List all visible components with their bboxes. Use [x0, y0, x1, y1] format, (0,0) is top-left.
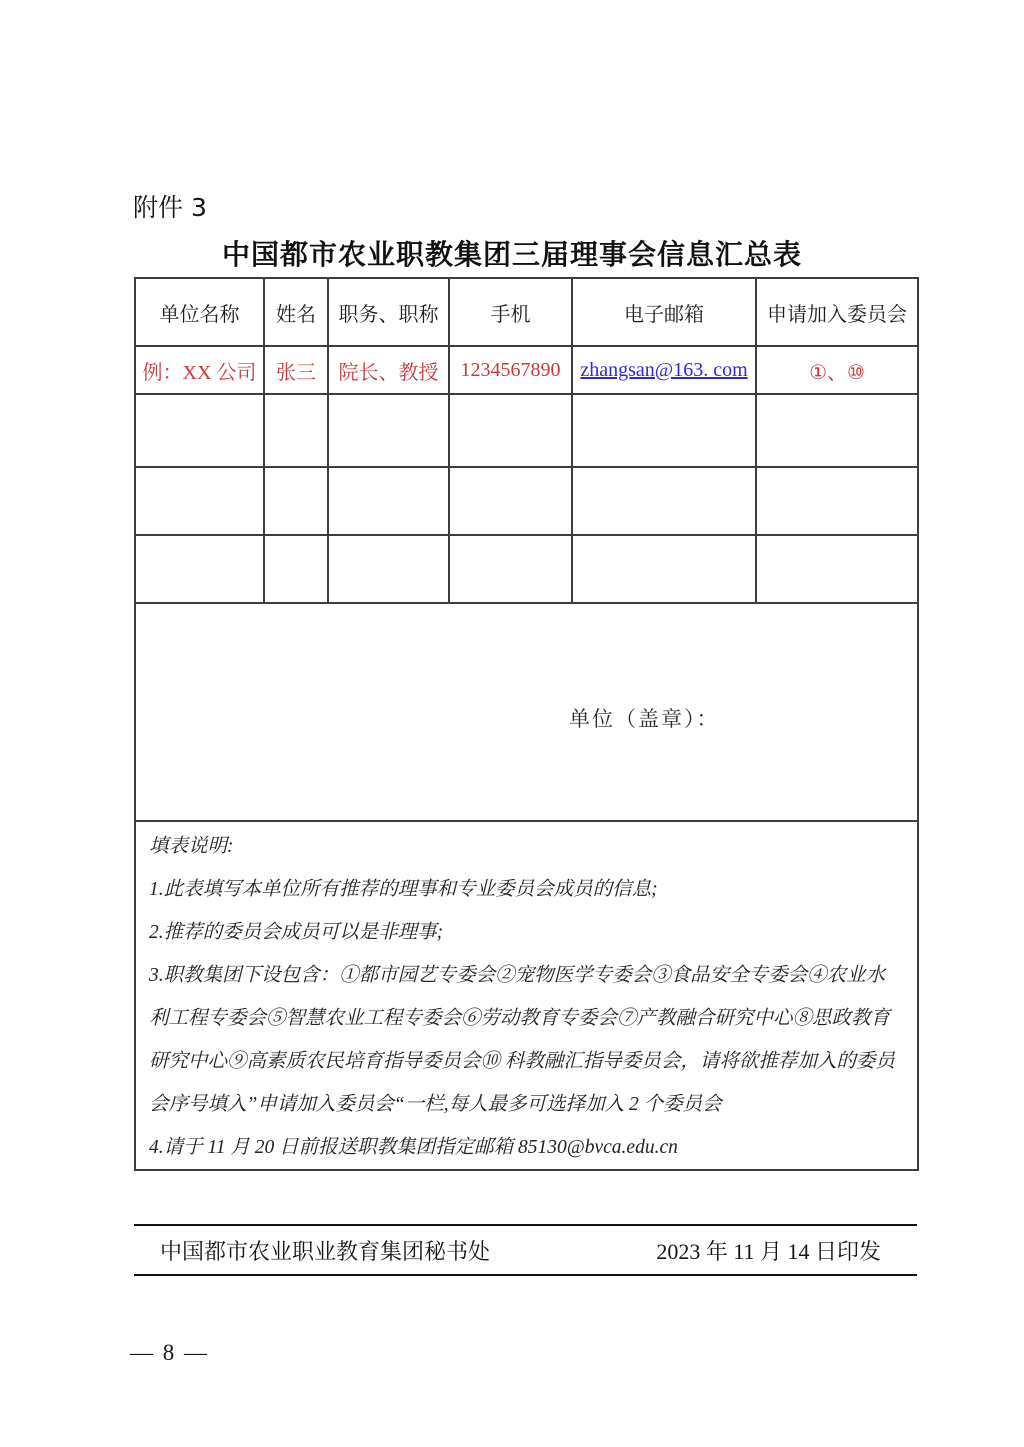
blank-committee-cell[interactable] [756, 467, 918, 535]
blank-position-cell[interactable] [328, 394, 449, 467]
example-name-cell: 张三 [264, 346, 328, 394]
blank-email-cell[interactable] [572, 394, 756, 467]
seal-cell[interactable] [135, 603, 918, 821]
example-committee-cell: ①、⑩ [756, 346, 918, 394]
col-header-committee: 申请加入委员会 [756, 278, 918, 346]
footer-print-date: 2023 年 11 月 14 日印发 [656, 1238, 881, 1264]
seal-row [135, 603, 918, 821]
note-item-1: 1.此表填写本单位所有推荐的理事和专业委员会成员的信息; [149, 879, 658, 900]
blank-unit-cell[interactable] [135, 535, 264, 603]
blank-position-cell[interactable] [328, 467, 449, 535]
info-summary-table [134, 277, 919, 1171]
notes-cell [135, 821, 918, 1170]
col-header-unit-name: 单位名称 [135, 278, 264, 346]
blank-unit-cell[interactable] [135, 467, 264, 535]
example-phone-cell: 1234567890 [449, 346, 572, 394]
blank-email-cell[interactable] [572, 535, 756, 603]
blank-phone-cell[interactable] [449, 467, 572, 535]
col-header-phone: 手机 [449, 278, 572, 346]
example-position-cell: 院长、教授 [328, 346, 449, 394]
table-header-row [135, 278, 918, 346]
page-title: 中国都市农业职教集团三届理事会信息汇总表 [221, 240, 802, 271]
seal-label: 单位（盖章）： [569, 707, 720, 731]
blank-entry-row [135, 467, 918, 535]
email-link[interactable]: zhangsan@163. com [580, 358, 748, 381]
example-email-cell [572, 346, 756, 394]
blank-unit-cell[interactable] [135, 394, 264, 467]
blank-name-cell[interactable] [264, 394, 328, 467]
footer-issuer: 中国都市农业职业教育集团秘书处 [160, 1238, 491, 1264]
col-header-position-title: 职务、职称 [328, 278, 449, 346]
example-unit-cell: 例：XX 公司 [135, 346, 264, 394]
blank-phone-cell[interactable] [449, 535, 572, 603]
blank-committee-cell[interactable] [756, 535, 918, 603]
page-number: — 8 — [130, 1340, 209, 1365]
attachment-label: 附件 3 [133, 193, 207, 222]
blank-committee-cell[interactable] [756, 394, 918, 467]
col-header-email: 电子邮箱 [572, 278, 756, 346]
note-item-3: 3.职教集团下设包含：①都市园艺专委会②宠物医学专委会③食品安全专委会④农业水利工程专委会⑤智慧农业工程专委会⑥劳动教育专委会⑦产教融合研究中心⑧思政教育研究中心⑨高素质农民培育指导委员会⑩ 科教融汇指导委员会，请将欲推荐加入的委员会序号填入”申请加入委员会“一栏,每人最多可选择加入 2 个委员会 [149, 965, 895, 1115]
document-footer [134, 1224, 917, 1276]
note-item-4: 4.请于 11 月 20 日前报送职教集团指定邮箱 85130@bvca.edu.cn [149, 1137, 678, 1158]
notes-row [135, 821, 918, 1170]
blank-phone-cell[interactable] [449, 394, 572, 467]
note-item-2: 2.推荐的委员会成员可以是非理事; [149, 922, 444, 943]
col-header-name: 姓名 [264, 278, 328, 346]
blank-entry-row [135, 535, 918, 603]
example-row [135, 346, 918, 394]
blank-email-cell[interactable] [572, 467, 756, 535]
blank-position-cell[interactable] [328, 535, 449, 603]
blank-entry-row [135, 394, 918, 467]
blank-name-cell[interactable] [264, 467, 328, 535]
notes-heading: 填表说明: [149, 836, 234, 857]
blank-name-cell[interactable] [264, 535, 328, 603]
